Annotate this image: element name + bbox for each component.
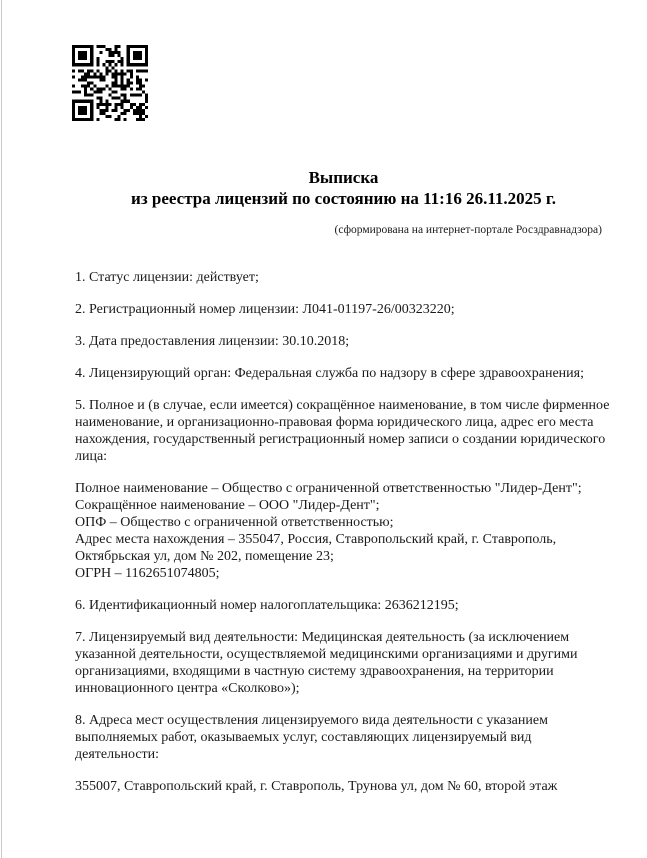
qr-code — [72, 45, 148, 121]
item-inn: 6. Идентификационный номер налогоплательщика: 2636212195; — [75, 598, 459, 613]
item-grant-date: 3. Дата предоставления лицензии: 30.10.2018; — [75, 334, 350, 349]
item-org-info-intro: 5. Полное и (в случае, если имеется) сокращённое наименование, в том числе фирменное наименование, и организационно-правовая форма юридического лица, адрес его места нахождения, государственный регистрационный номер записи о создании юридического лица: — [75, 398, 610, 464]
document-title — [75, 167, 612, 209]
org-address: Адрес места нахождения – 355047, Россия, Ставропольский край, г. Ставрополь, Октябрьская ул, дом № 202, помещение 23; — [75, 532, 557, 564]
document-body — [75, 269, 612, 795]
item-registration-number: 2. Регистрационный номер лицензии: Л041-01197-26/00323220; — [75, 302, 455, 317]
page-left-border — [1, 0, 2, 858]
document-subtitle: (сформирована на интернет-портале Росздравнадзора) — [334, 224, 602, 236]
item-licensing-authority: 4. Лицензирующий орган: Федеральная служба по надзору в сфере здравоохранения; — [75, 366, 584, 381]
item-addresses-intro: 8. Адреса мест осуществления лицензируемого вида деятельности с указанием выполняемых работ, оказываемых услуг, составляющих лицензируемый вид деятельности: — [75, 713, 548, 762]
document-title-line1: Выписка — [308, 168, 379, 187]
activity-address: 355007, Ставропольский край, г. Ставрополь, Трунова ул, дом № 60, второй этаж — [75, 779, 558, 794]
org-legal-form: ОПФ – Общество с ограниченной ответственностью; — [75, 515, 394, 530]
org-full-name: Полное наименование – Общество с ограниченной ответственностью "Лидер-Дент"; — [75, 481, 582, 496]
org-ogrn: ОГРН – 1162651074805; — [75, 566, 220, 581]
document-title-line2: из реестра лицензий по состоянию на 11:16 26.11.2025 г. — [131, 189, 556, 208]
item-licensed-activity: 7. Лицензируемый вид деятельности: Медицинская деятельность (за исключением указанной деятельности, осуществляемой медицинскими организациями и другими организациями, входящими в частную систему здравоохранения, на территории инновационного центра «Сколково»); — [75, 630, 578, 696]
org-short-name: Сокращённое наименование – ООО "Лидер-Дент"; — [75, 498, 380, 513]
item-license-status: 1. Статус лицензии: действует; — [75, 270, 259, 285]
org-details-block — [75, 480, 612, 582]
